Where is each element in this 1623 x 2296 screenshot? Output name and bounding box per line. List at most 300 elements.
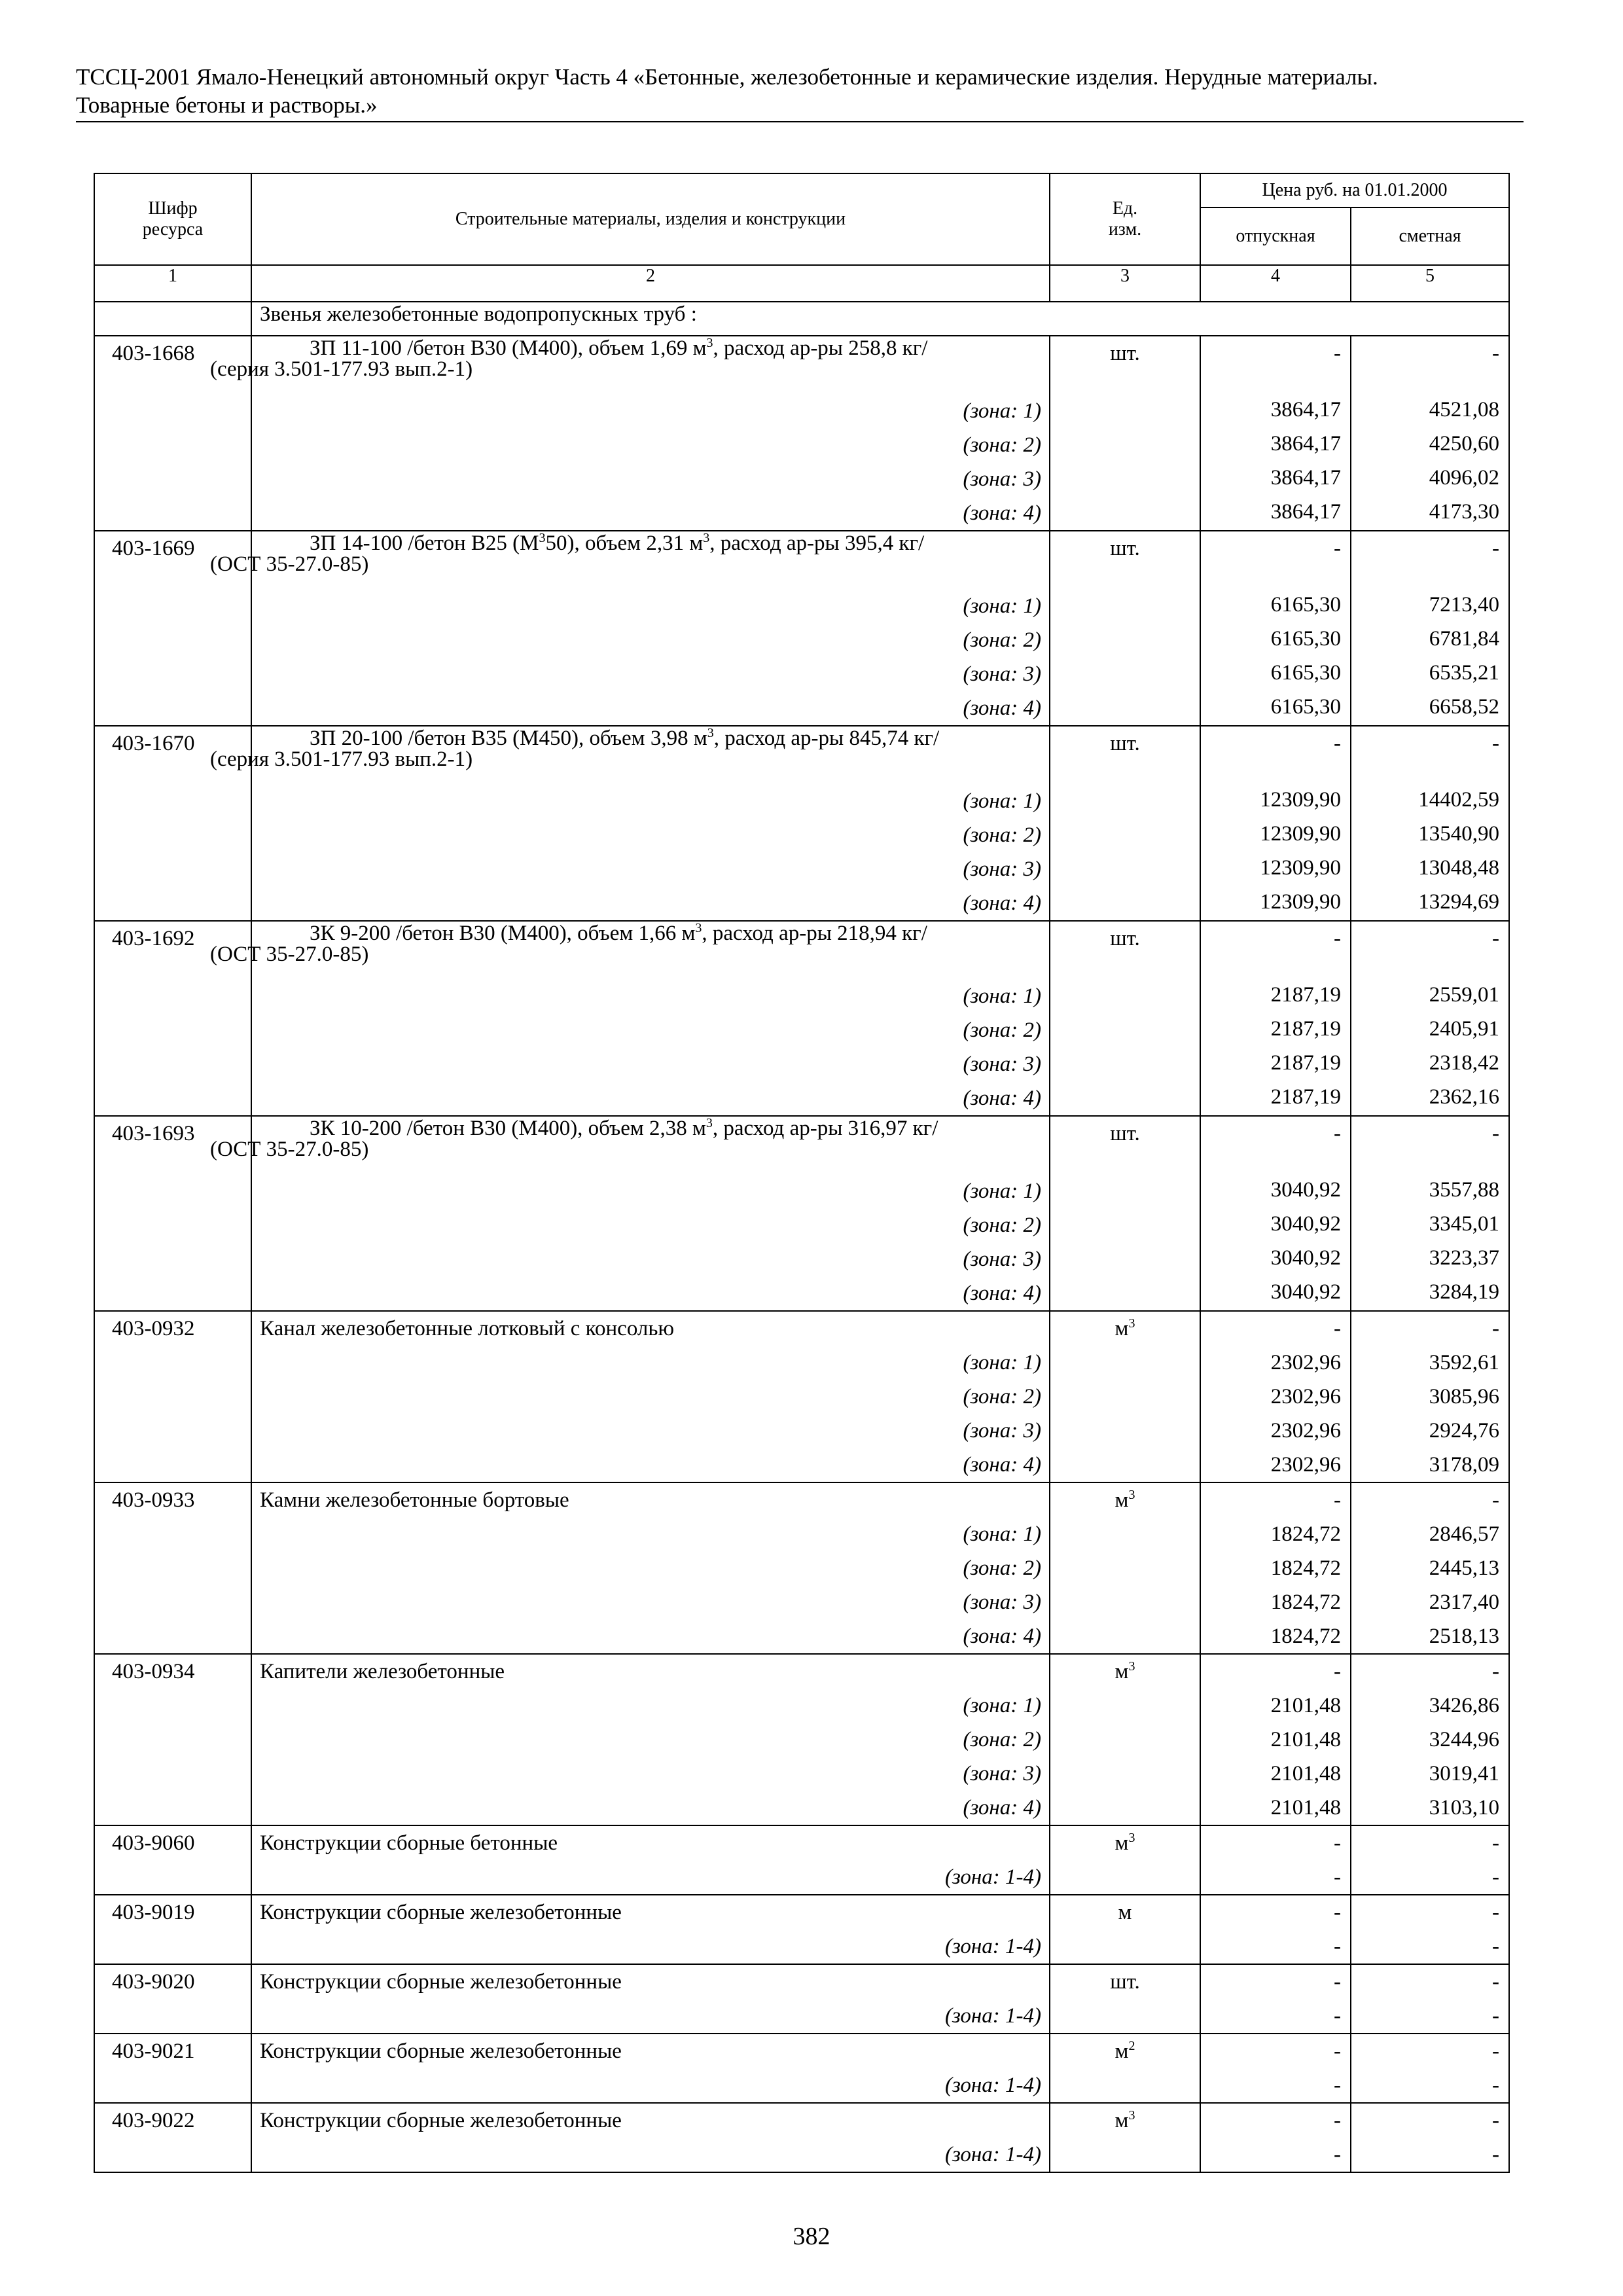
zone-estimate-price: 2362,16	[1429, 1085, 1500, 1109]
base-release-price: -	[1334, 2109, 1341, 2132]
release-price-cell	[1200, 1895, 1351, 1964]
zone-label: (зона: 2)	[963, 628, 1041, 652]
table-row	[94, 1895, 1509, 1964]
zone-release-price: 12309,90	[1260, 856, 1341, 880]
base-estimate-price: -	[1492, 2109, 1500, 2132]
zone-label: (зона: 1)	[963, 789, 1041, 813]
unit	[1050, 1312, 1200, 1346]
material-name: Конструкции сборные железобетонные	[260, 2109, 622, 2132]
zone-label: (зона: 3)	[963, 467, 1041, 491]
zone-label: (зона: 3)	[963, 1247, 1041, 1271]
zone-release-price: 2302,96	[1270, 1385, 1341, 1408]
material-name-part: , расход ар-ры 258,8 кг/	[713, 336, 928, 360]
table-row	[94, 1311, 1509, 1482]
unit-text: м	[1115, 1317, 1129, 1340]
zone-estimate-price: 2405,91	[1429, 1017, 1500, 1041]
unit-cell	[1050, 2034, 1200, 2103]
zone-label: (зона: 2)	[963, 1213, 1041, 1237]
unit-cell	[1050, 531, 1200, 726]
zone-label: (зона: 3)	[963, 1590, 1041, 1614]
unit-cell	[1050, 1825, 1200, 1895]
table-row	[94, 1825, 1509, 1895]
zone-release-price: 1824,72	[1270, 1522, 1341, 1546]
section-title: Звенья железобетонные водопропускных труб :	[251, 302, 1509, 336]
material-name	[210, 336, 1041, 394]
table-row	[94, 1964, 1509, 2034]
material-name-part: , расход ар-ры 395,4 кг/	[709, 531, 925, 555]
zone-label: (зона: 4)	[963, 696, 1041, 720]
material-name-line2: (ОСТ 35-27.0-85)	[210, 552, 369, 576]
zone-release-price: 3864,17	[1270, 466, 1341, 490]
material-name-cell	[251, 1654, 1050, 1825]
zone-release-price: 2101,48	[1270, 1728, 1341, 1751]
unit	[1050, 1895, 1200, 1929]
zone-label: (зона: 1)	[963, 594, 1041, 618]
unit-cell	[1050, 921, 1200, 1116]
header-line-2: Товарные бетоны и растворы.»	[76, 92, 378, 118]
col-number-4: 4	[1200, 265, 1351, 302]
table-row	[94, 1116, 1509, 1311]
resource-code-cell	[94, 1964, 251, 2034]
zone-label: (зона: 1-4)	[944, 2143, 1041, 2166]
unit-superscript: 3	[1128, 1659, 1135, 1674]
superscript: 3	[706, 336, 713, 350]
material-name: Канал железобетонные лотковый с консолью	[260, 1317, 675, 1340]
col-header-code	[94, 173, 251, 265]
table-row	[94, 531, 1509, 726]
zone-release-price: 6165,30	[1270, 695, 1341, 719]
base-release-price: -	[1334, 537, 1341, 560]
zone-release-price: 12309,90	[1260, 788, 1341, 812]
zone-estimate-price: 3085,96	[1429, 1385, 1500, 1408]
unit-superscript: 3	[1128, 2108, 1135, 2123]
table-row	[94, 2103, 1509, 2172]
material-name-part: , расход ар-ры 845,74 кг/	[713, 726, 940, 750]
zone-label: (зона: 2)	[963, 823, 1041, 847]
estimate-price-cell	[1351, 336, 1509, 531]
estimate-price-cell	[1351, 726, 1509, 921]
zone-estimate-price: 2318,42	[1429, 1051, 1500, 1075]
unit-header-line2: изм.	[1108, 219, 1142, 240]
col-number-3: 3	[1050, 265, 1200, 302]
table-row	[94, 336, 1509, 531]
zone-release-price: -	[1334, 2073, 1341, 2097]
base-release-price: -	[1334, 1831, 1341, 1855]
zone-label: (зона: 2)	[963, 1018, 1041, 1042]
estimate-price-cell	[1351, 531, 1509, 726]
zone-estimate-price: 3019,41	[1429, 1762, 1500, 1785]
zone-estimate-price: 2317,40	[1429, 1590, 1500, 1614]
header-line-1: ТССЦ-2001 Ямало-Ненецкий автономный округ Часть 4 «Бетонные, железобетонные и керамические изделия. Нерудные материалы.	[76, 64, 1378, 90]
release-price-cell	[1200, 1825, 1351, 1895]
zone-release-price: 2187,19	[1270, 983, 1341, 1007]
zone-release-price: 2302,96	[1270, 1419, 1341, 1443]
material-name-part: ЗП 14-100 /бетон В25 (М	[310, 531, 539, 555]
resource-code: 403-0933	[112, 1488, 195, 1512]
zone-release-price: 12309,90	[1260, 822, 1341, 846]
zone-label: (зона: 4)	[963, 1282, 1041, 1305]
zone-label: (зона: 3)	[963, 857, 1041, 881]
base-estimate-price: -	[1492, 1122, 1500, 1145]
base-release-price: -	[1334, 1122, 1341, 1145]
material-name: Конструкции сборные железобетонные	[260, 1970, 622, 1994]
zone-label: (зона: 2)	[963, 433, 1041, 457]
zone-estimate-price: 2518,13	[1429, 1624, 1500, 1648]
zone-release-price: 2187,19	[1270, 1051, 1341, 1075]
material-name-part: ЗП 11-100 /бетон В30 (М400), объем 1,69 м	[310, 336, 707, 360]
unit-cell	[1050, 2103, 1200, 2172]
superscript: 3	[695, 921, 702, 935]
unit-cell	[1050, 1654, 1200, 1825]
unit-superscript: 3	[1128, 1488, 1135, 1502]
zone-label: (зона: 1-4)	[944, 2004, 1041, 2028]
zone-release-price: 1824,72	[1270, 1624, 1341, 1648]
estimate-price-cell	[1351, 1482, 1509, 1654]
zone-label: (зона: 2)	[963, 1556, 1041, 1580]
base-release-price: -	[1334, 1660, 1341, 1683]
unit-text: шт.	[1110, 342, 1140, 365]
material-name: Капители железобетонные	[260, 1660, 505, 1683]
resource-code: 403-0932	[112, 1317, 195, 1340]
unit-text: шт.	[1110, 1122, 1140, 1145]
col-header-estimate: сметная	[1351, 207, 1509, 265]
material-name-cell	[210, 1116, 1050, 1311]
material-name-line2: (серия 3.501-177.93 вып.2-1)	[210, 747, 473, 771]
resource-code-cell	[94, 1654, 251, 1825]
zone-estimate-price: 6781,84	[1429, 627, 1500, 651]
base-estimate-price: -	[1492, 1831, 1500, 1855]
base-estimate-price: -	[1492, 1660, 1500, 1683]
unit-superscript: 3	[1128, 1316, 1135, 1331]
material-name-line2: (ОСТ 35-27.0-85)	[210, 942, 369, 966]
release-price-cell	[1200, 921, 1351, 1116]
resource-code-cell	[94, 2034, 251, 2103]
unit-cell	[1050, 1964, 1200, 2034]
zone-label: (зона: 1)	[963, 399, 1041, 423]
unit-text: шт.	[1110, 537, 1140, 560]
zone-label: (зона: 1-4)	[944, 1865, 1041, 1889]
base-release-price: -	[1334, 342, 1341, 365]
zone-estimate-price: -	[1492, 1865, 1500, 1889]
zone-release-price: 2101,48	[1270, 1796, 1341, 1820]
zone-estimate-price: 14402,59	[1418, 788, 1500, 812]
table-row	[94, 726, 1509, 921]
zone-estimate-price: 4250,60	[1429, 432, 1500, 456]
zone-estimate-price: 3426,86	[1429, 1694, 1500, 1717]
table-row	[94, 1654, 1509, 1825]
unit-cell	[1050, 1482, 1200, 1654]
zone-label: (зона: 3)	[963, 1419, 1041, 1443]
zone-release-price: 3040,92	[1270, 1212, 1341, 1236]
base-estimate-price: -	[1492, 1901, 1500, 1924]
table-row	[94, 1482, 1509, 1654]
zone-estimate-price: 4173,30	[1429, 500, 1500, 524]
material-name-part: , расход ар-ры 218,94 кг/	[702, 922, 927, 945]
zone-label: (зона: 1)	[963, 984, 1041, 1008]
release-price-cell	[1200, 2103, 1351, 2172]
zone-label: (зона: 4)	[963, 1086, 1041, 1110]
zone-label: (зона: 1)	[963, 1694, 1041, 1717]
unit-text: м	[1115, 1831, 1129, 1855]
material-name	[210, 531, 1041, 589]
unit-text: шт.	[1110, 732, 1140, 755]
base-estimate-price: -	[1492, 537, 1500, 560]
zone-release-price: -	[1334, 2143, 1341, 2166]
material-name: Конструкции сборные железобетонные	[260, 1901, 622, 1924]
release-price-cell	[1200, 726, 1351, 921]
material-name: Камни железобетонные бортовые	[260, 1488, 569, 1512]
material-name-cell	[251, 1895, 1050, 1964]
zone-release-price: -	[1334, 2004, 1341, 2028]
material-name-part: ЗК 10-200 /бетон В30 (М400), объем 2,38 м	[310, 1117, 706, 1140]
table-row	[94, 921, 1509, 1116]
zone-release-price: 1824,72	[1270, 1590, 1341, 1614]
material-name-cell	[210, 336, 1050, 531]
unit-text: м	[1118, 1901, 1132, 1924]
material-name-cell	[210, 921, 1050, 1116]
resource-code: 403-9019	[112, 1901, 195, 1924]
col-header-unit	[1050, 173, 1200, 265]
unit	[1050, 1483, 1200, 1517]
base-estimate-price: -	[1492, 1488, 1500, 1512]
base-estimate-price: -	[1492, 1317, 1500, 1340]
zone-label: (зона: 2)	[963, 1728, 1041, 1751]
unit-text: м	[1115, 1660, 1129, 1683]
zone-estimate-price: 3345,01	[1429, 1212, 1500, 1236]
base-release-price: -	[1334, 927, 1341, 950]
release-price-cell	[1200, 1482, 1351, 1654]
col-header-release: отпускная	[1200, 207, 1351, 265]
superscript: 3	[705, 1116, 713, 1130]
material-name	[210, 1116, 1041, 1174]
zone-release-price: 3864,17	[1270, 500, 1341, 524]
base-release-price: -	[1334, 1901, 1341, 1924]
release-price-cell	[1200, 1311, 1351, 1482]
material-name-cell	[251, 2103, 1050, 2172]
resource-code: 403-1669	[112, 537, 195, 560]
resource-code: 403-1692	[112, 927, 195, 950]
zone-label: (зона: 1-4)	[944, 1935, 1041, 1958]
resource-code: 403-9060	[112, 1831, 195, 1855]
page-number: 382	[793, 2223, 830, 2250]
material-name: Конструкции сборные железобетонные	[260, 2039, 622, 2063]
unit	[1050, 531, 1200, 588]
base-estimate-price: -	[1492, 927, 1500, 950]
unit	[1050, 336, 1200, 393]
unit	[1050, 726, 1200, 783]
base-release-price: -	[1334, 732, 1341, 755]
zone-label: (зона: 4)	[963, 1624, 1041, 1648]
unit-superscript: 2	[1128, 2039, 1135, 2053]
zone-release-price: 2302,96	[1270, 1351, 1341, 1374]
estimate-price-cell	[1351, 2034, 1509, 2103]
unit-text: м	[1115, 2039, 1129, 2063]
zone-release-price: 2302,96	[1270, 1453, 1341, 1477]
table-body	[94, 302, 1509, 2172]
zone-release-price: 3864,17	[1270, 432, 1341, 456]
material-name-line2: (ОСТ 35-27.0-85)	[210, 1138, 369, 1161]
superscript: 3	[707, 726, 714, 740]
material-name-line2: (серия 3.501-177.93 вып.2-1)	[210, 357, 473, 381]
zone-label: (зона: 3)	[963, 662, 1041, 686]
zone-release-price: 3040,92	[1270, 1280, 1341, 1304]
zone-label: (зона: 3)	[963, 1762, 1041, 1785]
zone-release-price: 2187,19	[1270, 1085, 1341, 1109]
release-price-cell	[1200, 1964, 1351, 2034]
material-name-cell	[251, 1964, 1050, 2034]
superscript: 3	[703, 531, 710, 545]
zone-release-price: 6165,30	[1270, 627, 1341, 651]
zone-estimate-price: 13540,90	[1418, 822, 1500, 846]
unit-text: шт.	[1110, 927, 1140, 950]
resource-code-cell	[94, 1895, 251, 1964]
zone-release-price: 6165,30	[1270, 661, 1341, 685]
estimate-price-cell	[1351, 1825, 1509, 1895]
base-estimate-price: -	[1492, 2039, 1500, 2063]
estimate-price-cell	[1351, 1311, 1509, 1482]
material-name-part: , расход ар-ры 316,97 кг/	[712, 1117, 938, 1140]
resource-code: 403-1670	[112, 732, 195, 755]
unit	[1050, 2034, 1200, 2068]
zone-estimate-price: 13294,69	[1418, 890, 1500, 914]
zone-estimate-price: 3178,09	[1429, 1453, 1500, 1477]
zone-release-price: 2101,48	[1270, 1694, 1341, 1717]
zone-estimate-price: 2559,01	[1429, 983, 1500, 1007]
estimate-price-cell	[1351, 921, 1509, 1116]
material-name-cell	[251, 1311, 1050, 1482]
zone-label: (зона: 3)	[963, 1052, 1041, 1076]
material-name-cell	[210, 531, 1050, 726]
document-header	[76, 63, 1524, 119]
zone-estimate-price: -	[1492, 2143, 1500, 2166]
unit-text: шт.	[1110, 1970, 1140, 1994]
zone-label: (зона: 1-4)	[944, 2073, 1041, 2097]
zone-estimate-price: 4521,08	[1429, 398, 1500, 422]
zone-estimate-price: -	[1492, 2004, 1500, 2028]
material-name-cell	[210, 726, 1050, 921]
zone-release-price: 3040,92	[1270, 1246, 1341, 1270]
zone-label: (зона: 1)	[963, 1351, 1041, 1374]
zone-estimate-price: 4096,02	[1429, 466, 1500, 490]
base-release-price: -	[1334, 1970, 1341, 1994]
zone-release-price: 6165,30	[1270, 593, 1341, 617]
zone-release-price: 2101,48	[1270, 1762, 1341, 1785]
unit-text: м	[1115, 2109, 1129, 2132]
zone-estimate-price: -	[1492, 2073, 1500, 2097]
estimate-price-cell	[1351, 1895, 1509, 1964]
resource-code: 403-1693	[112, 1122, 195, 1145]
zone-estimate-price: -	[1492, 1935, 1500, 1958]
unit-superscript: 3	[1128, 1831, 1135, 1845]
col-header-name: Строительные материалы, изделия и конструкции	[251, 173, 1050, 265]
unit	[1050, 1965, 1200, 1999]
resource-code: 403-9020	[112, 1970, 195, 1994]
zone-label: (зона: 2)	[963, 1385, 1041, 1408]
zone-label: (зона: 4)	[963, 501, 1041, 525]
unit	[1050, 922, 1200, 978]
zone-release-price: 12309,90	[1260, 890, 1341, 914]
material-name-cell	[251, 1482, 1050, 1654]
zone-estimate-price: 13048,48	[1418, 856, 1500, 880]
zone-label: (зона: 4)	[963, 1453, 1041, 1477]
col-header-price: Цена руб. на 01.01.2000	[1200, 173, 1509, 207]
estimate-price-cell	[1351, 1116, 1509, 1311]
code-header-line1: Шифр	[148, 198, 198, 219]
unit-cell	[1050, 336, 1200, 531]
base-release-price: -	[1334, 2039, 1341, 2063]
resource-code: 403-0934	[112, 1660, 195, 1683]
unit-cell	[1050, 1311, 1200, 1482]
unit-text: м	[1115, 1488, 1129, 1512]
resource-code-cell	[94, 1482, 251, 1654]
release-price-cell	[1200, 531, 1351, 726]
estimate-price-cell	[1351, 1654, 1509, 1825]
unit	[1050, 1826, 1200, 1860]
zone-release-price: 2187,19	[1270, 1017, 1341, 1041]
resource-code: 403-9022	[112, 2109, 195, 2132]
zone-release-price: 3864,17	[1270, 398, 1341, 422]
unit	[1050, 2104, 1200, 2138]
release-price-cell	[1200, 336, 1351, 531]
base-release-price: -	[1334, 1317, 1341, 1340]
section-code-cell	[94, 302, 251, 336]
zone-estimate-price: 3557,88	[1429, 1178, 1500, 1202]
zone-release-price: -	[1334, 1865, 1341, 1889]
zone-release-price: 3040,92	[1270, 1178, 1341, 1202]
unit-cell	[1050, 1116, 1200, 1311]
col-number-5: 5	[1351, 265, 1509, 302]
zone-label: (зона: 4)	[963, 891, 1041, 915]
zone-release-price: 1824,72	[1270, 1556, 1341, 1580]
material-name-part: ЗП 20-100 /бетон В35 (М450), объем 3,98 м	[310, 726, 707, 750]
material-name-part: 50), объем 2,31 м	[545, 531, 704, 555]
zone-estimate-price: 7213,40	[1429, 593, 1500, 617]
resource-code-cell	[94, 2103, 251, 2172]
unit-cell	[1050, 726, 1200, 921]
zone-estimate-price: 3244,96	[1429, 1728, 1500, 1751]
material-name: Конструкции сборные бетонные	[260, 1831, 558, 1855]
section-row	[94, 302, 1509, 336]
zone-label: (зона: 1)	[963, 1522, 1041, 1546]
material-name	[210, 726, 1041, 784]
estimate-price-cell	[1351, 1964, 1509, 2034]
base-estimate-price: -	[1492, 732, 1500, 755]
zone-estimate-price: 2846,57	[1429, 1522, 1500, 1546]
zone-estimate-price: 3284,19	[1429, 1280, 1500, 1304]
base-estimate-price: -	[1492, 342, 1500, 365]
header-rule	[76, 121, 1524, 122]
col-number-2: 2	[251, 265, 1050, 302]
material-name-cell	[251, 2034, 1050, 2103]
unit-header-line1: Ед.	[1112, 198, 1138, 219]
code-header-line2: ресурса	[142, 219, 204, 240]
superscript: 3	[539, 531, 546, 545]
release-price-cell	[1200, 2034, 1351, 2103]
unit	[1050, 1655, 1200, 1689]
resource-code-cell	[94, 1825, 251, 1895]
price-table	[94, 173, 1510, 2173]
material-name-part: ЗК 9-200 /бетон В30 (М400), объем 1,66 м	[310, 922, 696, 945]
zone-release-price: -	[1334, 1935, 1341, 1958]
resource-code-cell	[94, 1311, 251, 1482]
zone-estimate-price: 2924,76	[1429, 1419, 1500, 1443]
zone-label: (зона: 4)	[963, 1796, 1041, 1820]
zone-estimate-price: 3103,10	[1429, 1796, 1500, 1820]
resource-code: 403-1668	[112, 342, 195, 365]
zone-estimate-price: 2445,13	[1429, 1556, 1500, 1580]
base-estimate-price: -	[1492, 1970, 1500, 1994]
zone-estimate-price: 3592,61	[1429, 1351, 1500, 1374]
